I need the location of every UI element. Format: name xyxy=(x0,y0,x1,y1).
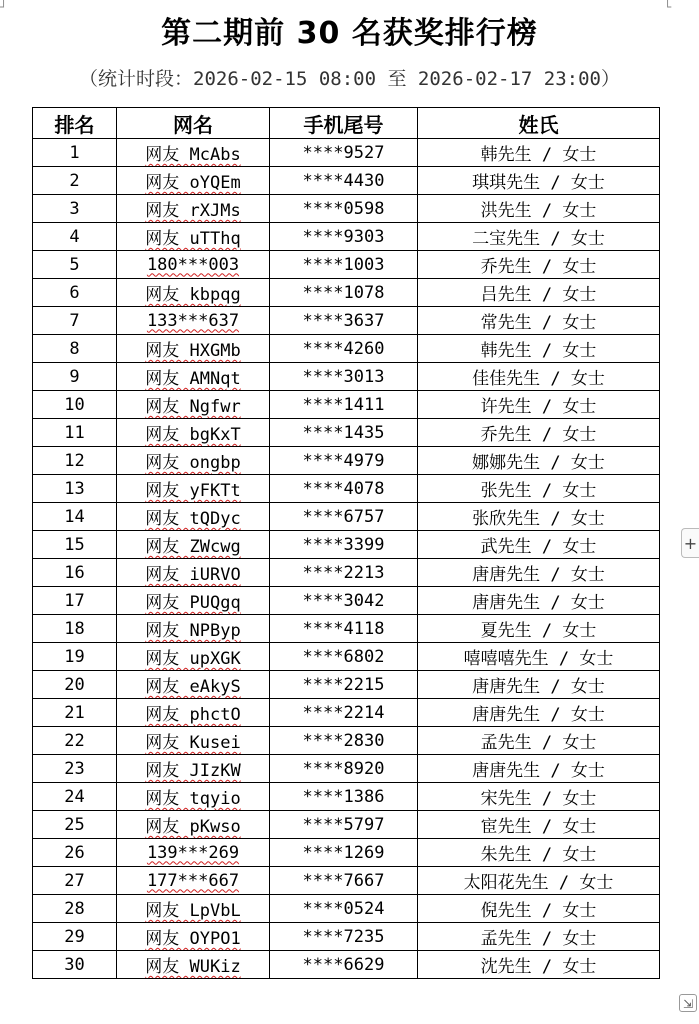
cell-surname xyxy=(418,363,660,391)
cell-surname-text: 唐唐先生 / 女士 xyxy=(472,565,605,585)
cell-surname xyxy=(418,587,660,615)
cell-surname-text: 宦先生 / 女士 xyxy=(480,817,597,837)
cell-phone-text: ****3042 xyxy=(302,590,385,611)
cell-nickname xyxy=(117,783,270,811)
cell-nickname-text: 网友 ongbp xyxy=(145,453,241,473)
cell-surname-text: 唐唐先生 / 女士 xyxy=(472,593,605,613)
cell-rank-text: 5 xyxy=(69,254,80,275)
cell-nickname-text: 网友 pKwso xyxy=(145,817,241,837)
cell-nickname xyxy=(117,279,270,307)
cell-rank-text: 16 xyxy=(64,562,85,583)
table-row xyxy=(33,699,660,727)
cell-nickname xyxy=(117,139,270,167)
cell-phone-text: ****1003 xyxy=(302,254,385,275)
cell-nickname xyxy=(117,867,270,895)
page-title: 第二期前 30 名获奖排行榜 xyxy=(161,16,538,51)
cell-phone-text: ****1078 xyxy=(302,282,385,303)
cell-rank xyxy=(33,839,117,867)
cell-surname xyxy=(418,699,660,727)
cell-phone-text: ****4078 xyxy=(302,478,385,499)
cell-rank xyxy=(33,895,117,923)
cell-phone xyxy=(270,923,418,951)
table-row xyxy=(33,279,660,307)
cell-rank-text: 26 xyxy=(64,842,85,863)
cell-phone xyxy=(270,447,418,475)
cell-rank xyxy=(33,923,117,951)
cell-rank-text: 10 xyxy=(64,394,85,415)
table-row xyxy=(33,643,660,671)
cell-rank xyxy=(33,503,117,531)
cell-phone xyxy=(270,363,418,391)
cell-surname-text: 唐唐先生 / 女士 xyxy=(472,761,605,781)
cell-surname-text: 倪先生 / 女士 xyxy=(480,901,597,921)
cell-nickname-text: 133***637 xyxy=(146,310,240,331)
table-row xyxy=(33,363,660,391)
cell-surname xyxy=(418,335,660,363)
cell-nickname xyxy=(117,615,270,643)
cell-surname-text: 许先生 / 女士 xyxy=(480,397,597,417)
cell-surname xyxy=(418,223,660,251)
cell-rank-text: 19 xyxy=(64,646,85,667)
cell-surname xyxy=(418,783,660,811)
table-row xyxy=(33,447,660,475)
cell-rank-text: 22 xyxy=(64,730,85,751)
table-row xyxy=(33,615,660,643)
cell-surname xyxy=(418,643,660,671)
table-row xyxy=(33,951,660,979)
cell-surname-text: 嘻嘻嘻先生 / 女士 xyxy=(463,649,614,669)
cell-surname xyxy=(418,279,660,307)
cell-rank xyxy=(33,783,117,811)
table-row xyxy=(33,531,660,559)
header-phone: 手机尾号 xyxy=(270,108,418,139)
table-row xyxy=(33,167,660,195)
cell-nickname xyxy=(117,699,270,727)
cell-surname xyxy=(418,811,660,839)
cell-nickname xyxy=(117,587,270,615)
cell-nickname xyxy=(117,811,270,839)
cell-nickname xyxy=(117,419,270,447)
cell-nickname-text: 网友 bgKxT xyxy=(145,425,241,445)
cell-phone xyxy=(270,195,418,223)
cell-phone-text: ****3637 xyxy=(302,310,385,331)
ranking-table xyxy=(32,107,660,979)
cell-phone-text: ****0598 xyxy=(302,198,385,219)
cell-rank-text: 6 xyxy=(69,282,80,303)
cell-rank xyxy=(33,475,117,503)
cell-nickname-text: 网友 NPByp xyxy=(145,621,241,641)
cell-surname-text: 张欣先生 / 女士 xyxy=(472,509,605,529)
cell-phone-text: ****2213 xyxy=(302,562,385,583)
cell-rank-text: 30 xyxy=(64,954,85,975)
cell-surname-text: 佳佳先生 / 女士 xyxy=(472,369,605,389)
cell-nickname xyxy=(117,251,270,279)
table-row xyxy=(33,755,660,783)
cell-surname xyxy=(418,447,660,475)
page-corner-mark-left: ┘ xyxy=(0,0,8,14)
cell-surname-text: 孟先生 / 女士 xyxy=(480,733,597,753)
cell-rank-text: 9 xyxy=(69,366,80,387)
cell-nickname-text: 网友 Kusei xyxy=(145,733,241,753)
cell-rank xyxy=(33,419,117,447)
table-row xyxy=(33,139,660,167)
cell-phone xyxy=(270,811,418,839)
cell-nickname xyxy=(117,895,270,923)
cell-phone-text: ****9303 xyxy=(302,226,385,247)
cell-surname-text: 唐唐先生 / 女士 xyxy=(472,705,605,725)
cell-rank-text: 12 xyxy=(64,450,85,471)
cell-phone-text: ****2215 xyxy=(302,674,385,695)
cell-rank xyxy=(33,223,117,251)
cell-surname-text: 太阳花先生 / 女士 xyxy=(463,873,614,893)
cell-rank-text: 27 xyxy=(64,870,85,891)
cell-rank xyxy=(33,335,117,363)
cell-phone xyxy=(270,867,418,895)
table-header-row xyxy=(33,108,660,139)
cell-rank-text: 20 xyxy=(64,674,85,695)
cell-nickname xyxy=(117,363,270,391)
cell-nickname-text: 网友 Ngfwr xyxy=(145,397,241,417)
cell-rank xyxy=(33,195,117,223)
cell-surname xyxy=(418,167,660,195)
cell-rank xyxy=(33,531,117,559)
add-button[interactable]: + xyxy=(681,528,699,558)
cell-nickname xyxy=(117,447,270,475)
cell-rank-text: 25 xyxy=(64,814,85,835)
cell-nickname-text: 网友 McAbs xyxy=(145,145,241,165)
cell-nickname xyxy=(117,307,270,335)
cell-phone xyxy=(270,783,418,811)
cell-rank-text: 1 xyxy=(69,142,80,163)
cell-surname-text: 常先生 / 女士 xyxy=(480,313,597,333)
cell-rank xyxy=(33,139,117,167)
cell-phone-text: ****0524 xyxy=(302,898,385,919)
cell-surname-text: 琪琪先生 / 女士 xyxy=(472,173,605,193)
table-body xyxy=(33,139,660,979)
cell-nickname xyxy=(117,195,270,223)
cell-nickname-text: 网友 tQDyc xyxy=(145,509,241,529)
cell-surname-text: 吕先生 / 女士 xyxy=(480,285,597,305)
cell-surname-text: 娜娜先生 / 女士 xyxy=(472,453,605,473)
cell-surname-text: 孟先生 / 女士 xyxy=(480,929,597,949)
cell-rank xyxy=(33,167,117,195)
cell-rank xyxy=(33,363,117,391)
cell-surname-text: 朱先生 / 女士 xyxy=(480,845,597,865)
cell-nickname-text: 网友 phctO xyxy=(145,705,241,725)
cell-phone xyxy=(270,559,418,587)
header-nickname: 网名 xyxy=(117,108,270,139)
cell-rank-text: 13 xyxy=(64,478,85,499)
table-row xyxy=(33,391,660,419)
cell-surname xyxy=(418,923,660,951)
cell-phone xyxy=(270,671,418,699)
table-row xyxy=(33,839,660,867)
cell-phone-text: ****1411 xyxy=(302,394,385,415)
cell-phone xyxy=(270,531,418,559)
cell-phone-text: ****4979 xyxy=(302,450,385,471)
cell-nickname xyxy=(117,503,270,531)
cell-phone xyxy=(270,727,418,755)
cell-nickname-text: 网友 ZWcwg xyxy=(145,537,241,557)
cell-phone-text: ****3399 xyxy=(302,534,385,555)
cell-surname-text: 唐唐先生 / 女士 xyxy=(472,677,605,697)
cell-surname xyxy=(418,615,660,643)
cell-phone xyxy=(270,167,418,195)
cell-surname xyxy=(418,531,660,559)
table-row xyxy=(33,335,660,363)
cell-rank xyxy=(33,699,117,727)
cell-surname-text: 武先生 / 女士 xyxy=(480,537,597,557)
table-row xyxy=(33,783,660,811)
cell-phone xyxy=(270,895,418,923)
cell-nickname-text: 180***003 xyxy=(146,254,240,275)
cell-nickname xyxy=(117,671,270,699)
cell-phone-text: ****9527 xyxy=(302,142,385,163)
cell-phone-text: ****6757 xyxy=(302,506,385,527)
header-surname: 姓氏 xyxy=(418,108,660,139)
cell-rank-text: 4 xyxy=(69,226,80,247)
cell-phone-text: ****1435 xyxy=(302,422,385,443)
cell-nickname xyxy=(117,643,270,671)
cell-rank xyxy=(33,811,117,839)
table-row xyxy=(33,671,660,699)
cell-surname xyxy=(418,391,660,419)
cell-phone-text: ****8920 xyxy=(302,758,385,779)
cell-surname-text: 洪先生 / 女士 xyxy=(480,201,597,221)
cell-surname xyxy=(418,139,660,167)
cell-rank-text: 2 xyxy=(69,170,80,191)
cell-phone xyxy=(270,755,418,783)
cell-nickname-text: 177***667 xyxy=(146,870,240,891)
cell-phone-text: ****1269 xyxy=(302,842,385,863)
cell-rank-text: 14 xyxy=(64,506,85,527)
cell-rank-text: 28 xyxy=(64,898,85,919)
cell-surname-text: 沈先生 / 女士 xyxy=(480,957,597,977)
cell-surname-text: 张先生 / 女士 xyxy=(480,481,597,501)
cell-phone-text: ****1386 xyxy=(302,786,385,807)
cell-phone-text: ****4118 xyxy=(302,618,385,639)
cell-nickname-text: 网友 eAkyS xyxy=(145,677,241,697)
cell-rank xyxy=(33,307,117,335)
cell-nickname-text: 网友 LpVbL xyxy=(145,901,241,921)
cell-rank xyxy=(33,279,117,307)
table-row xyxy=(33,811,660,839)
cell-phone xyxy=(270,643,418,671)
cell-rank xyxy=(33,587,117,615)
cell-rank-text: 21 xyxy=(64,702,85,723)
table-row xyxy=(33,587,660,615)
cell-phone xyxy=(270,587,418,615)
cell-phone xyxy=(270,279,418,307)
cell-nickname xyxy=(117,923,270,951)
cell-phone-text: ****7235 xyxy=(302,926,385,947)
cell-phone xyxy=(270,391,418,419)
cell-nickname xyxy=(117,223,270,251)
cell-phone xyxy=(270,139,418,167)
cell-phone-text: ****7667 xyxy=(302,870,385,891)
cell-rank xyxy=(33,391,117,419)
cell-phone-text: ****4430 xyxy=(302,170,385,191)
cell-surname xyxy=(418,503,660,531)
cell-phone xyxy=(270,419,418,447)
cell-surname xyxy=(418,671,660,699)
cell-nickname-text: 网友 yFKTt xyxy=(145,481,241,501)
cell-nickname xyxy=(117,839,270,867)
cell-rank xyxy=(33,559,117,587)
cell-surname xyxy=(418,251,660,279)
table-row xyxy=(33,923,660,951)
cell-phone xyxy=(270,335,418,363)
cell-nickname-text: 网友 rXJMs xyxy=(145,201,241,221)
cell-phone xyxy=(270,615,418,643)
table-row xyxy=(33,475,660,503)
table-row xyxy=(33,867,660,895)
cell-rank-text: 7 xyxy=(69,310,80,331)
cell-nickname xyxy=(117,727,270,755)
cell-surname xyxy=(418,195,660,223)
cell-nickname-text: 网友 uTThq xyxy=(145,229,241,249)
cell-surname-text: 二宝先生 / 女士 xyxy=(472,229,605,249)
cell-nickname-text: 网友 kbpqg xyxy=(145,285,241,305)
cell-surname xyxy=(418,867,660,895)
cell-surname xyxy=(418,951,660,979)
cell-surname xyxy=(418,727,660,755)
page-subtitle: （统计时段：2026-02-15 08:00 至 2026-02-17 23:00） xyxy=(79,68,620,90)
cell-surname xyxy=(418,475,660,503)
cell-rank-text: 11 xyxy=(64,422,85,443)
table-row xyxy=(33,727,660,755)
cell-nickname-text: 网友 WUKiz xyxy=(145,957,241,977)
cell-phone xyxy=(270,503,418,531)
cell-nickname xyxy=(117,167,270,195)
table-row xyxy=(33,503,660,531)
cell-nickname-text: 网友 JIzKW xyxy=(145,761,241,781)
cell-phone-text: ****5797 xyxy=(302,814,385,835)
table-row xyxy=(33,195,660,223)
cell-rank-text: 3 xyxy=(69,198,80,219)
cell-phone-text: ****2830 xyxy=(302,730,385,751)
table-row xyxy=(33,223,660,251)
cell-surname xyxy=(418,307,660,335)
cell-nickname-text: 网友 iURVO xyxy=(145,565,241,585)
cell-surname xyxy=(418,895,660,923)
table-row xyxy=(33,419,660,447)
cell-phone xyxy=(270,223,418,251)
cell-phone xyxy=(270,951,418,979)
cell-phone xyxy=(270,251,418,279)
cell-surname xyxy=(418,839,660,867)
cell-surname xyxy=(418,419,660,447)
cell-surname-text: 韩先生 / 女士 xyxy=(480,341,597,361)
table-row xyxy=(33,307,660,335)
cell-nickname-text: 网友 oYQEm xyxy=(145,173,241,193)
cell-rank xyxy=(33,671,117,699)
cell-phone-text: ****3013 xyxy=(302,366,385,387)
cell-rank-text: 23 xyxy=(64,758,85,779)
cell-rank-text: 18 xyxy=(64,618,85,639)
cell-phone xyxy=(270,699,418,727)
cell-surname-text: 夏先生 / 女士 xyxy=(480,621,597,641)
cell-rank-text: 29 xyxy=(64,926,85,947)
cell-nickname xyxy=(117,951,270,979)
cell-rank xyxy=(33,867,117,895)
cell-phone xyxy=(270,307,418,335)
cell-phone-text: ****2214 xyxy=(302,702,385,723)
cell-surname-text: 乔先生 / 女士 xyxy=(480,425,597,445)
cell-rank xyxy=(33,727,117,755)
cell-phone-text: ****6629 xyxy=(302,954,385,975)
cell-nickname xyxy=(117,559,270,587)
cell-phone-text: ****6802 xyxy=(302,646,385,667)
cell-surname xyxy=(418,559,660,587)
table-row xyxy=(33,895,660,923)
cell-phone-text: ****4260 xyxy=(302,338,385,359)
cell-nickname xyxy=(117,391,270,419)
cell-phone xyxy=(270,839,418,867)
cell-rank-text: 24 xyxy=(64,786,85,807)
cell-phone xyxy=(270,475,418,503)
cell-surname-text: 宋先生 / 女士 xyxy=(480,789,597,809)
cell-rank xyxy=(33,615,117,643)
cell-nickname-text: 网友 HXGMb xyxy=(145,341,241,361)
cell-rank-text: 17 xyxy=(64,590,85,611)
cell-rank-text: 15 xyxy=(64,534,85,555)
table-row xyxy=(33,251,660,279)
cell-rank xyxy=(33,643,117,671)
cell-nickname xyxy=(117,335,270,363)
cell-nickname xyxy=(117,531,270,559)
cell-nickname-text: 网友 AMNqt xyxy=(145,369,241,389)
cell-nickname-text: 网友 tqyio xyxy=(145,789,241,809)
resize-icon[interactable]: ⇲ xyxy=(679,994,697,1012)
cell-surname-text: 乔先生 / 女士 xyxy=(480,257,597,277)
cell-nickname-text: 网友 upXGK xyxy=(145,649,241,669)
cell-nickname-text: 网友 PUQgq xyxy=(145,593,241,613)
cell-rank xyxy=(33,447,117,475)
cell-surname-text: 韩先生 / 女士 xyxy=(480,145,597,165)
cell-rank xyxy=(33,251,117,279)
table-row xyxy=(33,559,660,587)
cell-nickname-text: 网友 OYPO1 xyxy=(145,929,241,949)
cell-rank xyxy=(33,755,117,783)
header-rank: 排名 xyxy=(33,108,117,139)
cell-nickname xyxy=(117,475,270,503)
page-corner-mark-right: └ xyxy=(664,0,672,14)
cell-nickname-text: 139***269 xyxy=(146,842,240,863)
cell-surname xyxy=(418,755,660,783)
cell-rank xyxy=(33,951,117,979)
cell-nickname xyxy=(117,755,270,783)
cell-rank-text: 8 xyxy=(69,338,80,359)
